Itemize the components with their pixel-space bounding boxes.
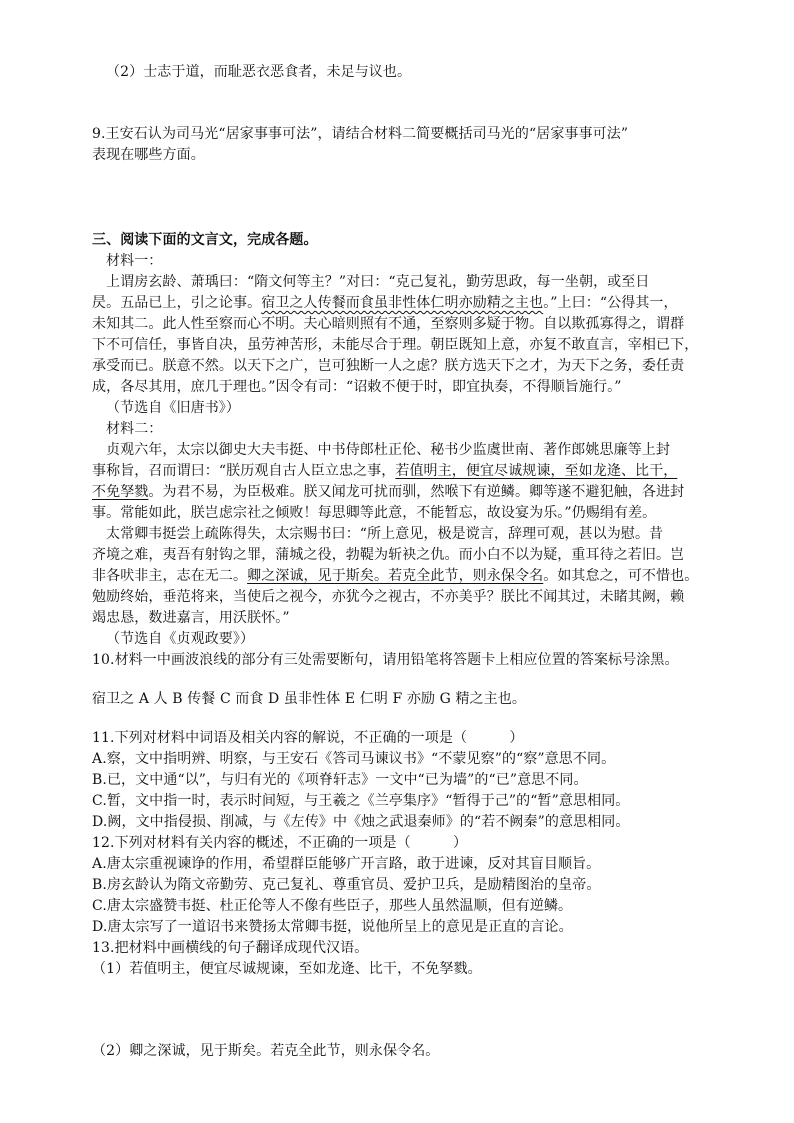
material-1-source: （节选自《旧唐书》） xyxy=(106,400,240,416)
text-segment: 。如其怠之，可不惜也。 xyxy=(543,568,699,584)
material-2-line: 太常卿韦挺尝上疏陈得失，太宗赐书曰：“所上意见，极是谠言，辞理可观，甚以为慰。昔 xyxy=(106,526,664,542)
question-12: 12.下列对材料有关内容的概述，不正确的一项是（ ） xyxy=(92,835,468,851)
material-2-line: 竭忠恳，数进嘉言，用沃朕怀。” xyxy=(92,610,290,626)
material-2-line: 贞观六年，太宗以御史大夫韦挺、中书侍郎杜正伦、秘书少监虞世南、著作郎姚思廉等上封 xyxy=(106,442,670,458)
text-segment: 事称旨，召而谓曰：“朕历观自古人臣立忠之事， xyxy=(92,463,396,479)
material-1-line: 下不可信任，事皆自决，虽劳神苦形，未能尽合于理。朝臣既知上意，亦复不敢直言，宰相已下， xyxy=(92,337,699,353)
material-2-line xyxy=(92,482,742,503)
material-1-line: 承受而已。朕意不然。以天下之广，岂可独断一人之虑？朕方选天下之才，为天下之务，委任责 xyxy=(92,358,685,374)
material-1-line xyxy=(92,293,742,314)
wavy-underlined-sentence: 宿卫之人传餐而食虽非性体仁明亦励精之主也 xyxy=(261,295,544,311)
option-a: A.唐太宗重视谏诤的作用，希望群臣能够广开言路，敢于进谏，反对其盲目顺旨。 xyxy=(92,856,601,872)
material-1-line: 未知其二。此人性至察而心不明。夫心暗则照有不通，至察则多疑于物。自以欺孤寡得之，谓群 xyxy=(92,316,685,332)
question-10-options: 宿卫之 A 人 B 传餐 C 而食 D 虽非性体 E 仁明 F 亦励 G 精之主也。 xyxy=(92,691,526,707)
material-1-label: 材料一： xyxy=(106,253,163,269)
question-13-part-1: （1）若值明主，便宜尽诚规谏，至如龙逄、比干，不免孥戮。 xyxy=(92,961,482,977)
question-11: 11.下列对材料中词语及相关内容的解说，不正确的一项是（ ） xyxy=(92,730,524,746)
material-2-line: 勉励终始，垂范将来，当使后之视今，亦犹今之视古，不亦美乎？朕比不闻其过，未睹其阙，赖 xyxy=(92,589,685,605)
option-a: A.察，文中指明辨、明察，与王安石《答司马谏议书》“不蒙见察”的“察”意思不同。 xyxy=(92,751,616,767)
text-segment: 。为君不易，为臣极难。朕又闻龙可扰而驯，然喉下有逆鳞。卿等遂不避犯触，各进封 xyxy=(148,484,685,500)
material-2-label: 材料二： xyxy=(106,421,163,437)
material-2-line xyxy=(92,566,742,587)
option-c: C.暂，文中指一时，表示时间短，与王羲之《兰亭集序》“暂得于己”的“暂”意思相同。 xyxy=(92,793,630,809)
material-2-line xyxy=(92,461,742,482)
option-d: D.阙，文中指侵损、削减，与《左传》中《烛之武退秦师》的“若不阙秦”的意思相同。 xyxy=(92,814,630,830)
text-segment: 昃。五品已上，引之论事。 xyxy=(92,295,262,311)
question-13-part-2: （2）卿之深诚，见于斯矣。若克全此节，则永保令名。 xyxy=(92,1043,440,1059)
question-8-part-2: （2）士志于道，而耻恶衣恶食者，未足与议也。 xyxy=(106,64,412,80)
option-b: B.已，文中通“以”，与归有光的《项脊轩志》一文中“已为墙”的“已”意思不同。 xyxy=(92,772,588,788)
underlined-sentence: 若值明主，便宜尽诚规谏，至如龙逄、比干， xyxy=(395,463,678,479)
section-3-title: 三、阅读下面的文言文，完成各题。 xyxy=(92,232,318,248)
material-2-line: 齐境之难，夷吾有射钩之罪，蒲城之役，勃鞮为斩袂之仇。而小白不以为疑，重耳待之若旧。岂 xyxy=(92,547,685,563)
material-2-line: 事。常能如此，朕岂虑宗社之倾败！每思卿等此意，不能暂忘，故设宴为乐。”仍赐绢有差。 xyxy=(92,505,657,521)
underlined-sentence: 不免孥戮 xyxy=(92,484,149,500)
question-9-line-2: 表现在哪些方面。 xyxy=(92,147,205,163)
underlined-sentence: 卿之深诚，见于斯矣。若克全此节，则永保令名 xyxy=(247,568,544,584)
material-1-line: 上谓房玄龄、萧瑀曰：“隋文何等主？”对曰：“克己复礼，勤劳思政，每一坐朝，或至日 xyxy=(106,274,650,290)
material-2-source: （节选自《贞观政要》） xyxy=(106,631,255,647)
option-b: B.房玄龄认为隋文帝勤劳、克己复礼、尊重官员、爱护卫兵，是励精图治的皇帝。 xyxy=(92,877,601,893)
question-13: 13.把材料中画横线的句子翻译成现代汉语。 xyxy=(92,940,369,956)
question-9-line-1: 9.王安石认为司马光“居家事事可法”，请结合材料二简要概括司马光的“居家事事可法” xyxy=(92,126,629,142)
option-d: D.唐太宗写了一道诏书来赞扬太常卿韦挺，说他所呈上的意见是正直的言论。 xyxy=(92,919,573,935)
material-1-line: 成，各尽其用，庶几于理也。”因令有司：“诏敕不便于时，即宜执奏，不得顺旨施行。” xyxy=(92,379,622,395)
option-c: C.唐太宗盛赞韦挺、杜正伦等人不像有些臣子，那些人虽然温顺，但有逆鳞。 xyxy=(92,898,573,914)
text-segment: 非各吠非主，志在无二。 xyxy=(92,568,248,584)
text-segment: 。”上曰：“公得其一， xyxy=(543,295,678,311)
question-10: 10.材料一中画波浪线的部分有三处需要断句，请用铅笔将答题卡上相应位置的答案标号涂黑。 xyxy=(92,652,679,668)
